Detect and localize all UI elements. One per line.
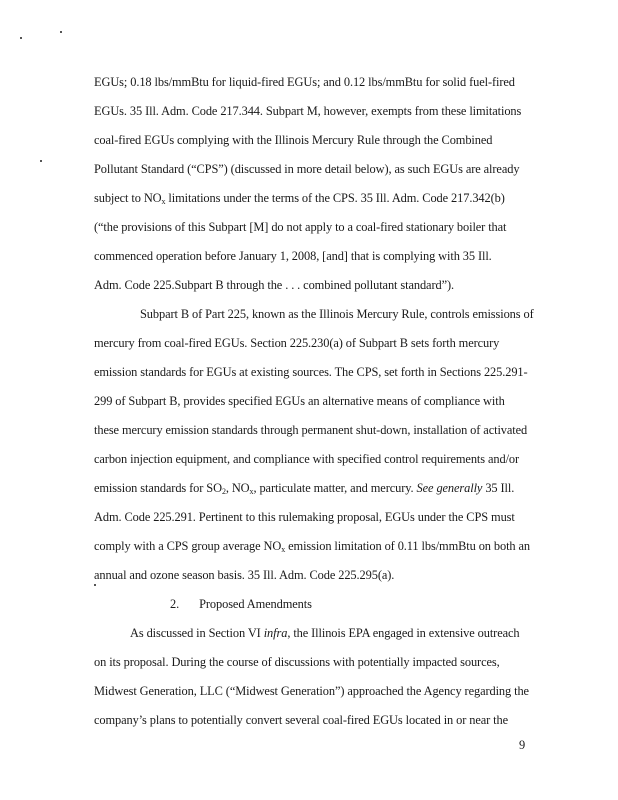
body-line-15-post: 35 Ill. — [482, 481, 515, 495]
section-heading — [170, 597, 312, 612]
body-line-5 — [94, 191, 505, 206]
body-line-15-mid2: , particulate matter, and mercury. — [253, 481, 417, 495]
body-line-9: Subpart B of Part 225, known as the Illinois Mercury Rule, controls emissions of — [140, 307, 534, 321]
scan-speck — [20, 37, 22, 39]
body-line-5-post: limitations under the terms of the CPS. 35 Ill. Adm. Code 217.342(b) — [165, 191, 505, 205]
body-line-15-pre: emission standards for SO — [94, 481, 222, 495]
body-line-18: annual and ozone season basis. 35 Ill. Adm. Code 225.295(a). — [94, 568, 395, 582]
subscript-x: x — [281, 545, 286, 554]
body-line-19-pre: As discussed in Section VI — [130, 626, 264, 640]
page-number: 9 — [519, 738, 526, 752]
body-line-4: Pollutant Standard (“CPS”) (discussed in more detail below), as such EGUs are already — [94, 162, 520, 176]
body-line-19-post: , the Illinois EPA engaged in extensive outreach — [287, 626, 520, 640]
body-line-19 — [130, 626, 520, 641]
body-line-11: emission standards for EGUs at existing sources. The CPS, set forth in Sections 225.291- — [94, 365, 528, 379]
body-line-1: EGUs; 0.18 lbs/mmBtu for liquid-fired EGUs; and 0.12 lbs/mmBtu for solid fuel-fired — [94, 75, 515, 89]
body-line-17 — [94, 539, 530, 554]
body-line-7: commenced operation before January 1, 2008, [and] that is complying with 35 Ill. — [94, 249, 492, 263]
scan-speck — [94, 584, 96, 586]
body-line-12: 299 of Subpart B, provides specified EGUs an alternative means of compliance with — [94, 394, 505, 408]
body-line-14: carbon injection equipment, and compliance with specified control requirements and/or — [94, 452, 520, 466]
body-line-10: mercury from coal-fired EGUs. Section 225.230(a) of Subpart B sets forth mercury — [94, 336, 500, 350]
section-title: Proposed Amendments — [199, 597, 312, 611]
body-line-2: EGUs. 35 Ill. Adm. Code 217.344. Subpart M, however, exempts from these limitations — [94, 104, 522, 118]
subscript-2: 2 — [221, 487, 226, 496]
body-line-13: these mercury emission standards through permanent shut-down, installation of activated — [94, 423, 528, 437]
subscript-x: x — [249, 487, 254, 496]
scan-speck — [60, 31, 62, 33]
body-line-15 — [94, 481, 514, 496]
body-line-21: Midwest Generation, LLC (“Midwest Generation”) approached the Agency regarding the — [94, 684, 529, 698]
body-line-16: Adm. Code 225.291. Pertinent to this rulemaking proposal, EGUs under the CPS must — [94, 510, 515, 524]
scan-speck — [40, 160, 42, 162]
body-line-20: on its proposal. During the course of discussions with potentially impacted sources, — [94, 655, 500, 669]
body-line-6: (“the provisions of this Subpart [M] do not apply to a coal-fired stationary boiler that — [94, 220, 507, 234]
see-generally-signal: See generally — [416, 481, 483, 495]
section-number: 2. — [170, 597, 180, 611]
body-line-8: Adm. Code 225.Subpart B through the . . . combined pollutant standard”). — [94, 278, 454, 292]
subscript-x: x — [161, 197, 166, 206]
body-line-22: company’s plans to potentially convert several coal-fired EGUs located in or near the — [94, 713, 509, 727]
body-line-17-pre: comply with a CPS group average NO — [94, 539, 282, 553]
body-line-5-pre: subject to NO — [94, 191, 162, 205]
infra-signal: infra — [263, 626, 288, 640]
body-line-3: coal-fired EGUs complying with the Illinois Mercury Rule through the Combined — [94, 133, 493, 147]
body-line-15-mid1: , NO — [225, 481, 250, 495]
body-line-17-post: emission limitation of 0.11 lbs/mmBtu on both an — [285, 539, 531, 553]
